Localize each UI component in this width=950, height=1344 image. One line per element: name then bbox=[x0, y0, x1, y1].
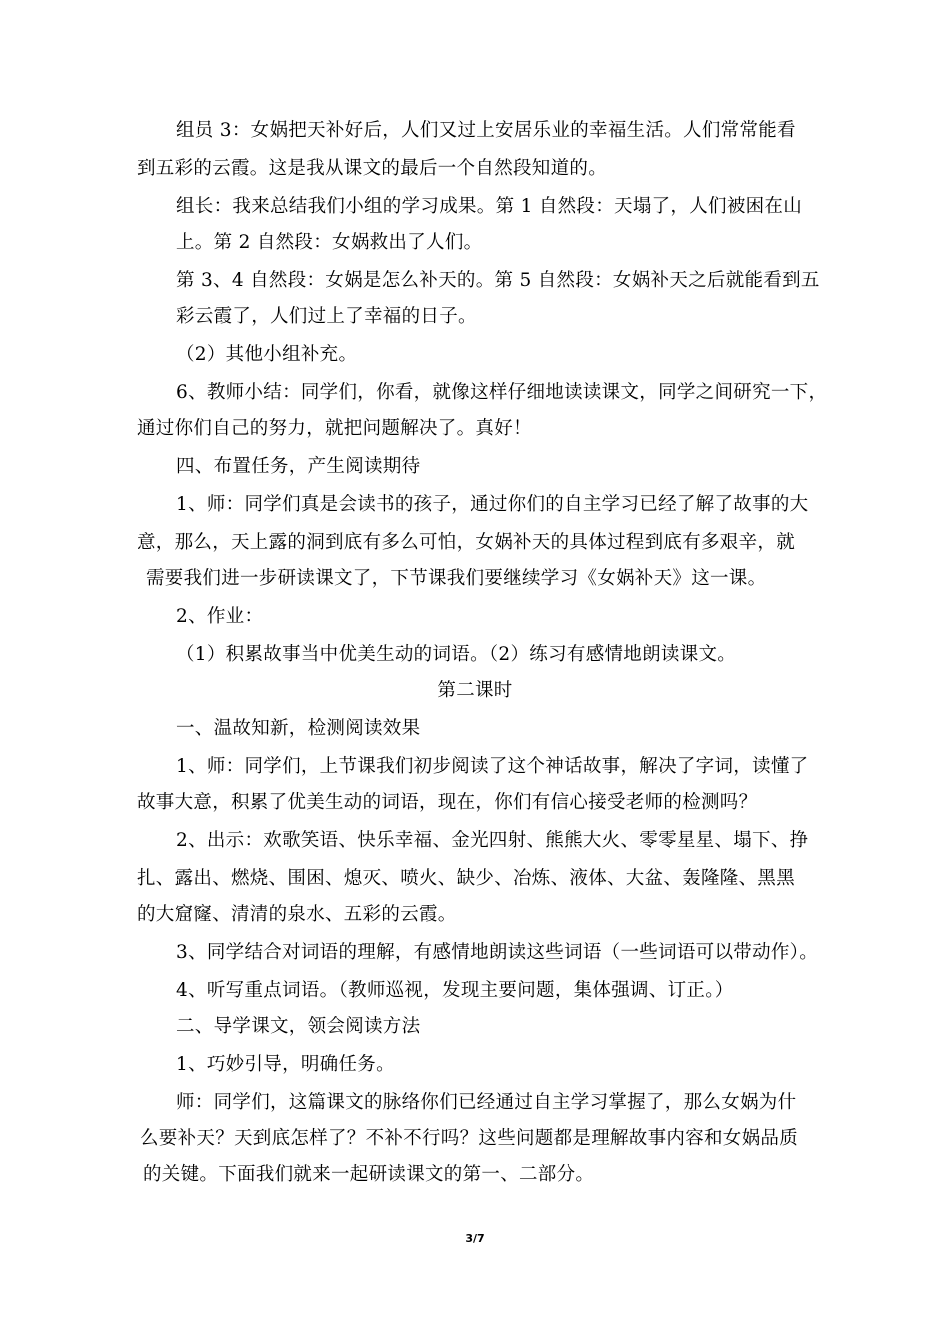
text-line: 上。第 2 自然段：女娲救出了人们。 bbox=[176, 232, 483, 253]
text-line: 2、作业： bbox=[176, 606, 264, 627]
section-heading: 四、布置任务，产生阅读期待 bbox=[176, 456, 421, 477]
text-line: 故事大意，积累了优美生动的词语，现在，你们有信心接受老师的检测吗？ bbox=[137, 792, 758, 813]
text-line: 1、师：同学们，上节课我们初步阅读了这个神话故事，解决了字词，读懂了 bbox=[176, 756, 809, 777]
text-line: 组员 3：女娲把天补好后，人们又过上安居乐业的幸福生活。人们常常能看 bbox=[176, 120, 796, 141]
text-line: 么要补天？天到底怎样了？不补不行吗？这些问题都是理解故事内容和女娲品质 bbox=[140, 1128, 799, 1149]
text-line: 的大窟窿、清清的泉水、五彩的云霞。 bbox=[137, 904, 457, 925]
text-line: 通过你们自己的努力，就把问题解决了。真好！ bbox=[137, 418, 532, 439]
text-line: 师：同学们，这篇课文的脉络你们已经通过自主学习掌握了，那么女娲为什 bbox=[176, 1092, 797, 1113]
text-line: 的关键。下面我们就来一起研读课文的第一、二部分。 bbox=[143, 1164, 595, 1185]
section-heading: 二、导学课文，领会阅读方法 bbox=[176, 1016, 421, 1037]
text-line: 第 3、4 自然段：女娲是怎么补天的。第 5 自然段：女娲补天之后就能看到五 bbox=[176, 270, 820, 291]
text-line: 意，那么，天上露的洞到底有多么可怕，女娲补天的具体过程到底有多艰辛，就 bbox=[137, 532, 796, 553]
text-line: 4、听写重点词语。（教师巡视，发现主要问题，集体强调、订正。） bbox=[176, 980, 734, 1001]
text-line: 3、同学结合对词语的理解，有感情地朗读这些词语（一些词语可以带动作）。 bbox=[176, 942, 819, 963]
text-line: 组长：我来总结我们小组的学习成果。第 1 自然段：天塌了，人们被困在山 bbox=[176, 196, 803, 217]
text-line: 扎、露出、燃烧、围困、熄灭、喷火、缺少、冶炼、液体、大盆、轰隆隆、黑黑 bbox=[137, 868, 796, 889]
text-line: 1、巧妙引导，明确任务。 bbox=[176, 1054, 395, 1075]
page-number: 3/7 bbox=[465, 1232, 485, 1245]
text-line: 需要我们进一步研读课文了，下节课我们要继续学习《女娲补天》这一课。 bbox=[146, 568, 767, 589]
text-line: 彩云霞了，人们过上了幸福的日子。 bbox=[176, 306, 477, 327]
text-line: 到五彩的云霞。这是我从课文的最后一个自然段知道的。 bbox=[137, 158, 608, 179]
text-line: 2、出示：欢歌笑语、快乐幸福、金光四射、熊熊大火、零零星星、塌下、挣 bbox=[176, 830, 809, 851]
text-line: 1、师：同学们真是会读书的孩子，通过你们的自主学习已经了解了故事的大 bbox=[176, 494, 809, 515]
text-line: 6、教师小结：同学们，你看，就像这样仔细地读读课文，同学之间研究一下， bbox=[176, 382, 828, 403]
text-line: （2）其他小组补充。 bbox=[176, 344, 358, 365]
text-line: （1）积累故事当中优美生动的词语。（2）练习有感情地朗读课文。 bbox=[176, 644, 737, 665]
section-heading: 一、温故知新，检测阅读效果 bbox=[176, 718, 421, 739]
lesson-title: 第二课时 bbox=[437, 680, 513, 701]
